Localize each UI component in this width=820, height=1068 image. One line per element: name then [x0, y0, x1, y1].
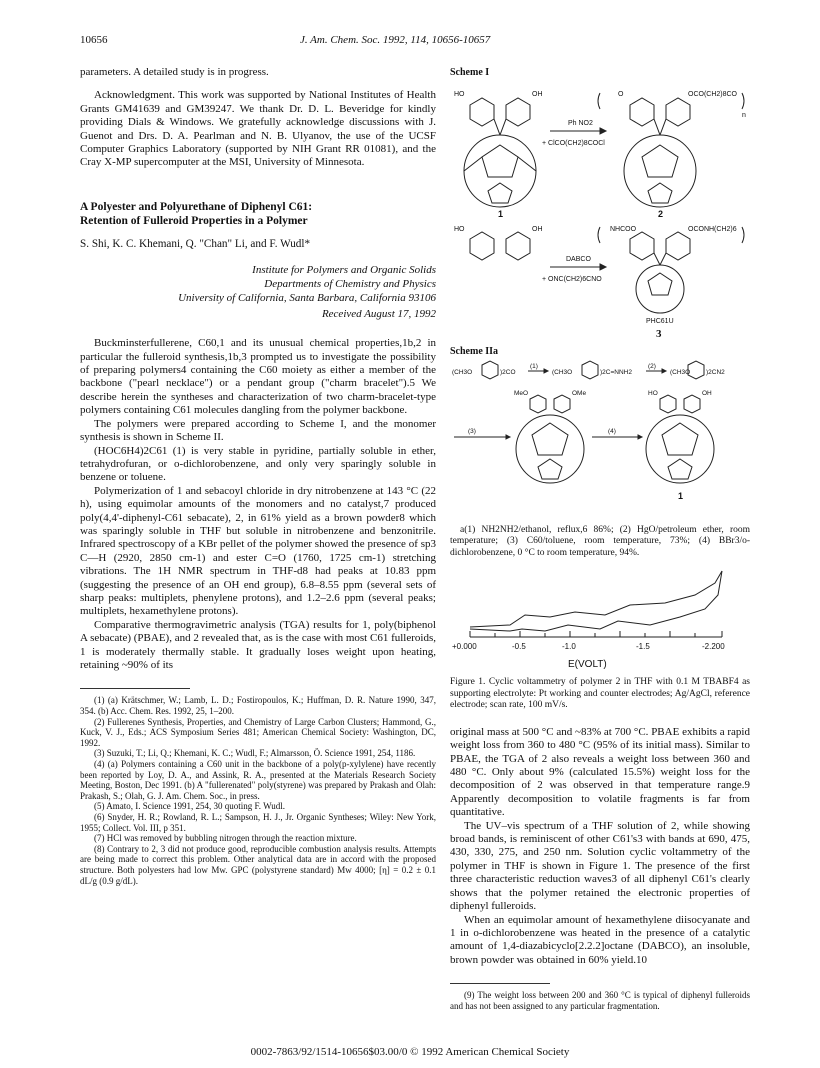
- right-footnote-rule: [450, 983, 550, 984]
- s2-reagent: + ONC(CH2)6CNO: [542, 276, 602, 284]
- polyester-2-structure: [598, 93, 744, 207]
- s1-n: n: [742, 112, 746, 120]
- body-paragraph-1: Buckminsterfullerene, C60,1 and its unusual chemical properties,1b,2 in particular the fulleroid synthesis,1b,3 prompted us to investigate the possibility of preparing polymers4 containing the C60 moiety as either a member of the backbone ("pearl necklace") or a pendant group ("charm bracelet").5 We describe herein the syntheses and characterization of two charm-bracelet-type polymers containing C61 molecules dangling from the polymer backbone.: [80, 337, 436, 417]
- scheme-1-label: Scheme I: [450, 67, 490, 78]
- sch2-b2: )2C=NNH2: [600, 368, 632, 376]
- scheme-2-footnote: a(1) NH2NH2/ethanol, reflux,6 86%; (2) HgO/petroleum ether, room temperature; (3) C60/toluene, room temperature, 73%; (4) BBr3/o-dichlorobenzene, 0 °C to room temperature, 94%.: [450, 524, 750, 558]
- s1-label-1: 1: [498, 209, 504, 220]
- scheme-1-diagram: [450, 79, 750, 329]
- cv-trace-lower: [470, 571, 722, 631]
- received-date: Received August 17, 1992: [321, 308, 436, 321]
- polyurethane-3-structure: [598, 227, 744, 313]
- footnote-5: (5) Amato, I. Science 1991, 254, 30 quoting F. Wudl.: [94, 801, 285, 812]
- affil-line-1: Institute for Polymers and Organic Solids: [252, 264, 436, 277]
- s2-ho: HO: [454, 226, 465, 234]
- scheme-2-diagram: [450, 359, 750, 519]
- s2-product-right: OCONH(CH2)6: [688, 226, 737, 234]
- acknowledgment: Acknowledgment. This work was supported by National Institutes of Health Grants GM41639 and GM39247. We thank Dr. D. L. Beveridge for kindly providing Dials & Windows. We gratefully acknowledge discussions with J. Guenot and Drs. D. A. Pearlman and N. B. Ulyanov, the use of the UCSF Computer Graphics Laboratory (supported by NIH Grant RR 01081), and the Cray X-MP supercomputer at the MSI, University of Minnesota.: [80, 89, 436, 169]
- s1-oh: OH: [532, 91, 543, 99]
- journal-header: J. Am. Chem. Soc. 1992, 114, 10656-10657: [300, 34, 491, 46]
- s1-conditions: Ph NO2: [568, 120, 593, 128]
- figure-1-caption: Figure 1. Cyclic voltammetry of polymer 2 in THF with 0.1 M TBABF4 as supporting electrolyte: Pt working and counter electrodes; Ag/AgCl, reference electrode; scan rate, 100 mV/s.: [450, 677, 750, 711]
- footnote-9: (9) The weight loss between 200 and 360 °C is typical of diphenyl fulleroids and has not been assigned to any particular fragmentation.: [450, 990, 750, 1011]
- affil-line-2: Departments of Chemistry and Physics: [264, 278, 436, 291]
- cv-figure: [450, 565, 750, 671]
- body-paragraph-5: Comparative thermogravimetric analysis (TGA) results for 1, poly(biphenol A sebacate) (PBAE), and 2 revealed that, as is the case with most C61 fulleroids, 1 is moderately thermally stable. It gradually loses weight upon heating, retaining ~90% of its: [80, 618, 436, 671]
- left-column: [80, 66, 436, 886]
- footnotes: [80, 695, 436, 886]
- sch2-step1: (1): [530, 362, 538, 370]
- sch2-a2: )2CO: [500, 368, 516, 376]
- footnote-2: (2) Fullerenes Synthesis, Properties, and Chemistry of Large Carbon Clusters; Hammond, G., Kuck, V. J., Eds.; ACS Symposium Series 481; American Chemical Society: Washington, DC, 1992.: [80, 716, 436, 748]
- s1-product-left: O: [618, 91, 624, 99]
- right-paragraph-1: original mass at 500 °C and ~83% at 700 °C. PBAE exhibits a rapid weight loss from 360 to 480 °C (95% of its initial mass). Similar to PBAE, the TGA of 2 also reveals a weight loss between 360 and 480 °C. Only about 9% (calculated 15.5%) weight loss for the decomposition of 2 was observed in that temperature range.9 Apparently decomposition to volatile fragments is far from quantitative.: [450, 725, 750, 819]
- cv-axis-ticks: [470, 631, 722, 637]
- footnote-rule: [80, 688, 190, 689]
- cv-trace-upper: [470, 571, 722, 627]
- diphenyl-fulleroid-1: [464, 98, 536, 207]
- title-line-2: Retention of Fulleroid Properties in a Polymer: [80, 214, 308, 227]
- sch2-oh: OH: [702, 389, 712, 397]
- body-paragraph-2: The polymers were prepared according to Scheme I, and the monomer synthesis is shown in Scheme II.: [80, 417, 436, 444]
- s2-phc: PHC61U: [646, 318, 674, 326]
- cv-tick-4: -2.200: [702, 642, 725, 652]
- sch2-label-1: 1: [678, 490, 684, 501]
- page-number: 10656: [80, 34, 108, 46]
- footnote-8: (8) Contrary to 2, 3 did not produce good, reproducible combustion analysis results. Attempts are being made to correct this problem. Other analytical data are in accord with the proposed structure. Both polyesters had low Mw. GPC (polystyrene standard) Mw 4000; [η] = 0.2 ± 0.1 dL/g (0.9 g/dL).: [80, 843, 436, 886]
- sch2-step2: (2): [648, 362, 656, 370]
- s1-reagent: + ClCO(CH2)8COCl: [542, 140, 605, 148]
- s1-ho: HO: [454, 91, 465, 99]
- body-paragraph-4: Polymerization of 1 and sebacoyl chloride in dry nitrobenzene at 143 °C (22 h), using equimolar amounts of the monomers and no catalyst,7 produced poly(4,4'-diphenyl-C61 sebacate), 2, in 61% yield as a brown powder8 which was sparingly soluble in THF but soluble in nitrobenzene and benzonitrile. Infrared spectroscopy of a KBr pellet of the polymer showed the presence of sp3 C—H (2920, 2850 cm-1) and ester C=O (1760, 1725 cm-1) stretching vibrations. The 1H NMR spectrum in THF-d8 had peaks at 10.83 ppm (suggesting the presence of an OH end group), 6.8–8.55 ppm (several sets of sharp peaks: multiplets, phenylene protons), and 1.2–2.6 ppm (several peaks; multiplets, hexamethylene protons).: [80, 484, 436, 618]
- cv-tick-3: -1.5: [636, 642, 650, 652]
- right-paragraph-3: When an equimolar amount of hexamethylene diisocyanate and 1 in o-dichlorobenzene was heated in the presence of a catalytic amount of 1,4-diazabicyclo[2.2.2]octane (DABCO), an insoluble, brown powder was obtained in 60% yield.10: [450, 913, 750, 966]
- title-line-1: A Polyester and Polyurethane of Diphenyl C61:: [80, 200, 313, 213]
- affil-line-3: University of California, Santa Barbara, California 93106: [178, 292, 436, 305]
- authors: S. Shi, K. C. Khemani, Q. "Chan" Li, and F. Wudl*: [80, 237, 311, 250]
- footnote-7: (7) HCl was removed by bubbling nitrogen through the reaction mixture.: [94, 833, 357, 844]
- s1-product-right: OCO(CH2)8CO: [688, 91, 738, 99]
- sch2-step4: (4): [608, 427, 616, 435]
- cv-tick-0: +0.000: [452, 642, 477, 652]
- scheme-2-label: Scheme IIa: [450, 346, 499, 358]
- s1-label-2: 2: [658, 209, 664, 220]
- s2-oh: OH: [532, 226, 543, 234]
- footnote-3: (3) Suzuki, T.; Li, Q.; Khemani, K. C.; Wudl, F.; Almarsson, Ö. Science 1991, 254, 1186.: [94, 748, 416, 759]
- sch2-c: (CH3O: [670, 368, 691, 376]
- sch2-ome: OMe: [572, 389, 587, 397]
- s2-conditions: DABCO: [566, 256, 591, 264]
- page-footer: 0002-7863/92/1514-10656$03.00/0 © 1992 American Chemical Society: [250, 1046, 570, 1058]
- diphenyl-fulleroid-1b: [470, 232, 530, 260]
- s2-product-left: NHCOO: [610, 226, 637, 234]
- scheme-1-label-3: 3: [656, 328, 662, 340]
- body-paragraph-3: (HOC6H4)2C61 (1) is very stable in pyridine, partially soluble in ether, tetrahydrofuran, or o-dichlorobenzene, and only very sparingly soluble in benzene or toluene.: [80, 444, 436, 484]
- right-paragraph-2: The UV–vis spectrum of a THF solution of 2, while showing broad bands, is reminiscent of other C61's3 with bands at 690, 475, 430, 330, 275, and 250 nm. Solution cyclic voltammetry of the polymer in THF is shown in Figure 1. The presence of the first three characteristic reduction waves3 of all diphenyl C61's clearly shows that the polymer retained the electronic properties of diphenyl fulleroids.: [450, 819, 750, 913]
- sch2-b: (CH3O: [552, 368, 573, 376]
- sch2-a: (CH3O: [452, 368, 473, 376]
- cv-tick-1: -0.5: [512, 642, 526, 652]
- sch2-ho: HO: [648, 389, 658, 397]
- intro-text: parameters. A detailed study is in progress.: [80, 66, 269, 78]
- article-title: [80, 200, 436, 228]
- footnote-4: (4) (a) Polymers containing a C60 unit in the backbone of a poly(p-xylylene) have recently been reported by Loy, D. A., and Assink, R. A., presented at the Materials Research Society Meeting, Boston, Dec 1991. (b) A "fullerenated" poly(styrene) was prepared by Prakash and Olah: Prakash, S.; Olah, G. J. Am. Chem. Soc., in press.: [80, 758, 436, 801]
- affiliation: [80, 263, 436, 321]
- footnote-6: (6) Snyder, H. R.; Rowland, R. L.; Sampson, H. J., Jr. Organic Syntheses; Wiley: New York, 1955; Collect. Vol. III, p 351.: [80, 811, 436, 833]
- cv-tick-2: -1.0: [562, 642, 576, 652]
- sch2-step3: (3): [468, 427, 476, 435]
- sch2-meo: MeO: [514, 389, 529, 397]
- footnote-1: (1) (a) Krätschmer, W.; Lamb, L. D.; Fostiropoulos, K.; Huffman, D. R. Nature 1990, 347, 354. (b) Acc. Chem. Res. 1992, 25, 1–200.: [80, 695, 436, 716]
- sch2-c2: )2CN2: [706, 368, 725, 376]
- right-column: [450, 66, 750, 1011]
- cv-x-label: E(VOLT): [568, 659, 607, 671]
